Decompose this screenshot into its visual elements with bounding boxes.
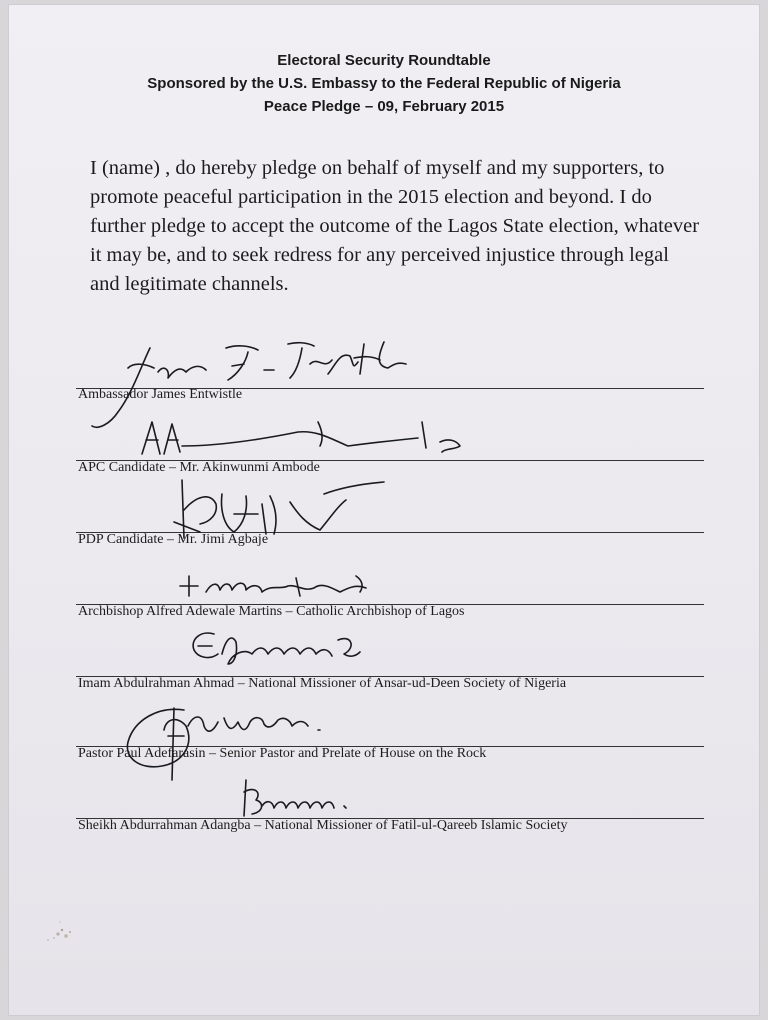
signature-pastor: [114, 696, 344, 786]
header-title: Electoral Security Roundtable: [277, 52, 491, 69]
signatory-label: Ambassador James Entwistle: [78, 387, 243, 402]
signatory-label: Sheikh Abdurrahman Adangba – National Missioner of Fatil-ul-Qareeb Islamic Society: [78, 818, 568, 833]
header-sponsor: Sponsored by the U.S. Embassy to the Federal Republic of Nigeria: [147, 75, 621, 92]
signatory-label: Pastor Paul Adefarasin – Senior Pastor and Prelate of House on the Rock: [78, 746, 487, 761]
signatory-label: Archbishop Alfred Adewale Martins – Catholic Archbishop of Lagos: [78, 604, 465, 619]
paper-speckle: [44, 912, 84, 946]
signature-imam: [184, 624, 364, 674]
signature-pdp-candidate: [170, 474, 390, 554]
pledge-text: I (name) , do hereby pledge on behalf of myself and my supporters, to promote peaceful participation in the 2015 election and beyond. I do further pledge to accept the outcome of the Lagos State election, whatever it may be, and to seek redress for any perceived injustice through legal and legitimate channels.: [90, 157, 700, 295]
signatory-label: APC Candidate – Mr. Akinwunmi Ambode: [78, 460, 320, 475]
signatory-label: Imam Abdulrahman Ahmad – National Missioner of Ansar-ud-Deen Society of Nigeria: [78, 676, 567, 691]
signature-archbishop: [176, 570, 376, 606]
signature-sheikh: [234, 776, 364, 820]
header-pledge-date: Peace Pledge – 09, February 2015: [263, 98, 505, 115]
signatory-label: PDP Candidate – Mr. Jimi Agbaje: [78, 532, 269, 547]
signature-apc-candidate: [128, 412, 468, 472]
